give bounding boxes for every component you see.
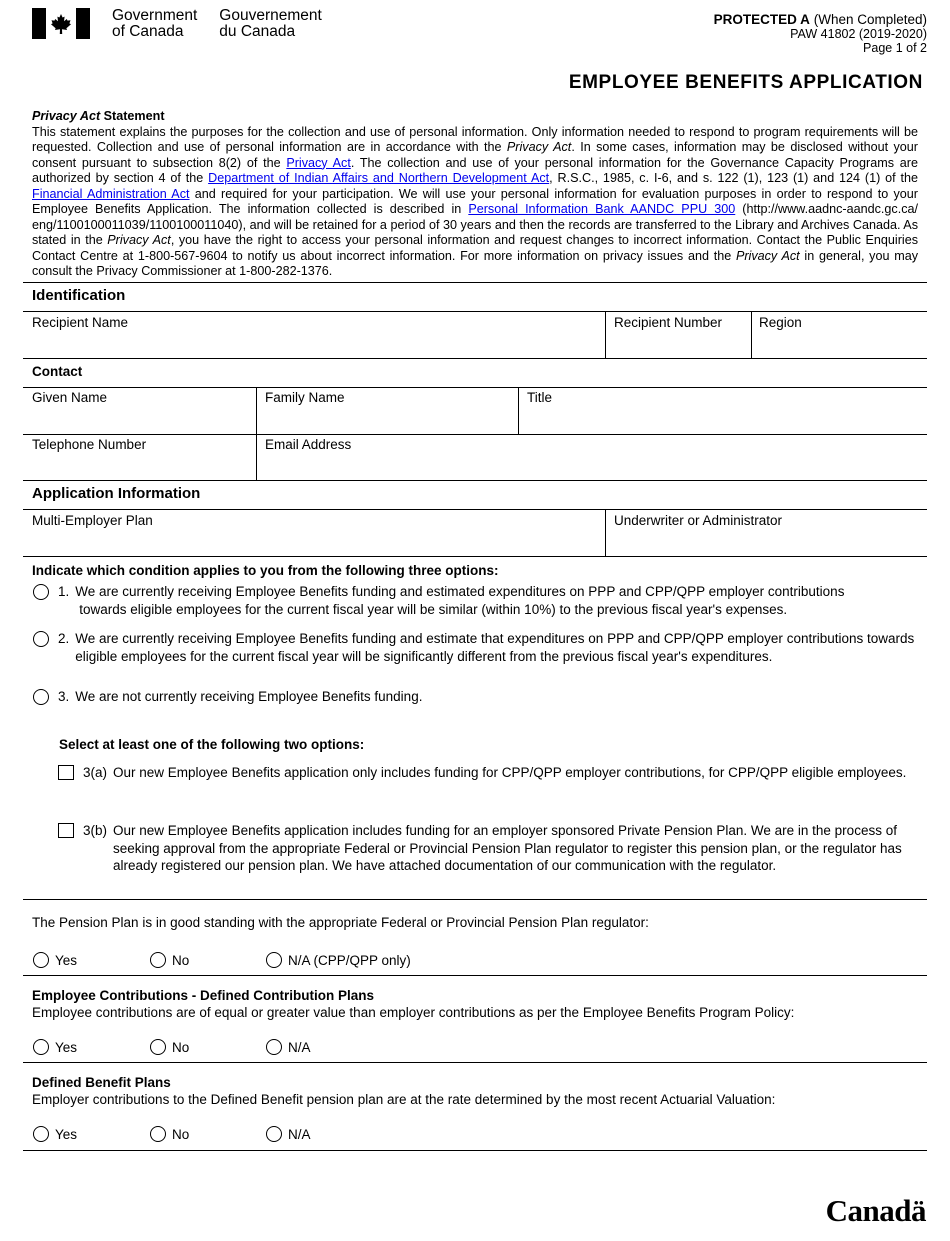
gov-fr-line2: du Canada — [219, 23, 296, 40]
form-number: PAW 41802 (2019-2020) — [790, 27, 927, 41]
divider — [23, 358, 927, 359]
defined-benefit-question: Employer contributions to the Defined Benefit pension plan are at the rate determined by the most recent Actuarial Valuation: — [32, 1092, 776, 1107]
page-number: Page 1 of 2 — [863, 41, 927, 55]
multi-employer-plan-field[interactable]: Multi-Employer Plan — [32, 513, 153, 528]
radio-button[interactable] — [33, 631, 49, 647]
condition-option-1[interactable]: 1. We are currently receiving Employee Benefits funding and estimated expenditures on PPP and CPP/QPP employer contributions towards eligible employees for the current fiscal year will be similar (within 10%) to the previous fiscal year's expenses. — [33, 583, 923, 618]
divider — [23, 899, 927, 900]
contact-heading: Contact — [32, 364, 83, 379]
radio-button[interactable] — [150, 952, 166, 968]
divider — [23, 282, 927, 283]
canada-flag-icon — [32, 8, 90, 39]
radio-button[interactable] — [266, 1126, 282, 1142]
recipient-number-field[interactable]: Recipient Number — [614, 315, 723, 330]
db-no-option[interactable]: No — [150, 1126, 189, 1142]
divider — [23, 556, 927, 557]
radio-button[interactable] — [33, 1126, 49, 1142]
region-field[interactable]: Region — [759, 315, 802, 330]
employee-contributions-question: Employee contributions are of equal or greater value than employer contributions as per the Employee Benefits Program Policy: — [32, 1005, 795, 1020]
pension-yes-option[interactable]: Yes — [33, 952, 77, 968]
divider — [23, 311, 927, 312]
title-field[interactable]: Title — [527, 390, 553, 405]
form-meta — [714, 12, 927, 55]
defined-benefit-heading: Defined Benefit Plans — [32, 1075, 171, 1090]
divider — [23, 480, 927, 481]
pension-no-option[interactable]: No — [150, 952, 189, 968]
employee-contributions-heading: Employee Contributions - Defined Contribution Plans — [32, 988, 375, 1003]
select-question: Select at least one of the following two options: — [59, 737, 365, 752]
pension-standing-question: The Pension Plan is in good standing with the appropriate Federal or Provincial Pension Plan regulator: — [32, 915, 649, 930]
divider — [605, 311, 606, 358]
condition-question: Indicate which condition applies to you from the following three options: — [32, 563, 499, 578]
divider — [23, 387, 927, 388]
db-na-option[interactable]: N/A — [266, 1126, 311, 1142]
gov-en-line1: Government — [112, 7, 198, 24]
radio-button[interactable] — [150, 1039, 166, 1055]
maple-leaf-icon — [50, 13, 72, 35]
page-title: EMPLOYEE BENEFITS APPLICATION — [568, 72, 923, 93]
email-field[interactable]: Email Address — [265, 437, 352, 452]
identification-heading: Identification — [32, 287, 126, 304]
radio-button[interactable] — [266, 952, 282, 968]
divider — [23, 434, 927, 435]
privacy-statement — [32, 109, 918, 280]
application-heading: Application Information — [32, 485, 201, 502]
divider — [751, 311, 752, 358]
sub-option-3b[interactable]: 3(b) Our new Employee Benefits application includes funding for an employer sponsored Private Pension Plan. We are in the process of seeking approval from the appropriate Federal or Provincial Pension Plan regulator to register this pension plan, or the regulator has already registered our pension plan. We have attached documentation of our communication with the regulator. — [58, 822, 918, 875]
contrib-na-option[interactable]: N/A — [266, 1039, 311, 1055]
radio-button[interactable] — [33, 952, 49, 968]
pension-na-option[interactable]: N/A (CPP/QPP only) — [266, 952, 411, 968]
family-name-field[interactable]: Family Name — [265, 390, 345, 405]
divider — [605, 509, 606, 556]
telephone-field[interactable]: Telephone Number — [32, 437, 147, 452]
divider — [23, 1062, 927, 1063]
radio-button[interactable] — [33, 1039, 49, 1055]
privacy-act-link[interactable]: Privacy Act — [286, 155, 351, 170]
underwriter-field[interactable]: Underwriter or Administrator — [614, 513, 783, 528]
condition-option-3[interactable]: 3. We are not currently receiving Employee Benefits funding. — [33, 688, 923, 706]
diand-act-link[interactable]: Department of Indian Affairs and Northern Development Act — [208, 171, 550, 185]
divider — [23, 1150, 927, 1151]
protected-label: PROTECTED A — [713, 12, 810, 27]
divider — [23, 509, 927, 510]
db-yes-option[interactable]: Yes — [33, 1126, 77, 1142]
gov-en-line2: of Canada — [112, 23, 184, 40]
condition-option-2[interactable]: 2. We are currently receiving Employee Benefits funding and estimate that expenditures on PPP and CPP/QPP employer contributions towards eligible employees for the current fiscal year will be significantly different from the previous fiscal year's expenditures. — [33, 630, 923, 665]
privacy-body: This statement explains the purposes for the collection and use of personal information. Only information needed to respond to program requirements will be requested. Collection and use of personal information are in accordance with the Privacy Act. In some cases, information may be disclosed without your consent pursuant to subsection 8(2) of the Privacy Act. The collection and use of your personal information for the Governance Capacity Programs are authorized by section 4 of the Department of Indian Affairs and Northern Development Act, R.S.C., 1985, c. I-6, and s. 122 (1), 123 (1) and 124 (1) of the Financial Administration Act and required for your participation. We will use your personal information for evaluation purposes in order to respond to your Employee Benefits Application. The information collected is described in Personal Information Bank AANDC PPU 300 (http://www.aadnc-aandc.gc.ca/ eng/1100100011039/1100100011040), and will be retained for a period of 30 years and then the records are transferred to the Library and Archives Canada. As stated in the Privacy Act, you have the right to access your personal information and request changes to incorrect information. Contact the Public Enquiries Contact Centre at 1-800-567-9604 to notify us about incorrect information. For more information on privacy issues and the Privacy Act in general, you may consult the Privacy Commissioner at 1-800-282-1376. — [32, 124, 919, 278]
radio-button[interactable] — [33, 689, 49, 705]
radio-button[interactable] — [33, 584, 49, 600]
checkbox[interactable] — [58, 765, 74, 780]
privacy-title: Privacy Act Statement — [32, 109, 165, 123]
protected-note: (When Completed) — [813, 12, 927, 27]
contrib-yes-option[interactable]: Yes — [33, 1039, 77, 1055]
recipient-name-field[interactable]: Recipient Name — [32, 315, 129, 330]
checkbox[interactable] — [58, 823, 74, 838]
sub-option-3a[interactable]: 3(a) Our new Employee Benefits application only includes funding for CPP/QPP employer contributions, for CPP/QPP eligible employees. — [58, 764, 918, 782]
divider — [23, 975, 927, 976]
radio-button[interactable] — [150, 1126, 166, 1142]
canada-wordmark: Canadä — [825, 1193, 926, 1228]
pib-link[interactable]: Personal Information Bank AANDC PPU 300 — [468, 202, 736, 216]
contrib-no-option[interactable]: No — [150, 1039, 189, 1055]
financial-admin-act-link[interactable]: Financial Administration Act — [32, 186, 190, 201]
given-name-field[interactable]: Given Name — [32, 390, 108, 405]
gov-fr-line1: Gouvernement — [219, 7, 322, 24]
divider — [518, 387, 519, 434]
government-of-canada-signature — [32, 8, 344, 42]
radio-button[interactable] — [266, 1039, 282, 1055]
